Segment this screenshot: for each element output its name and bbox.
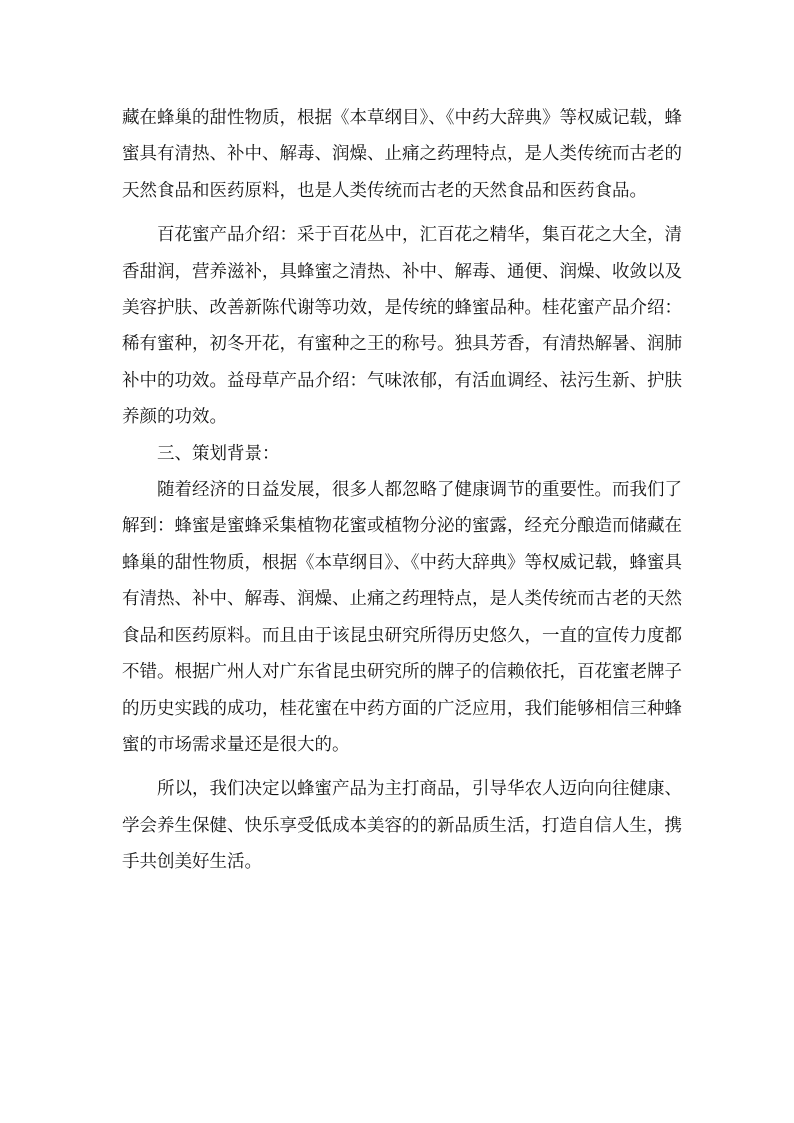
paragraph-intro-continuation: 藏在蜂巢的甜性物质，根据《本草纲目》、《中药大辞典》等权威记载，蜂蜜具有清热、补中、解毒、润燥、止痛之药理特点，是人类传统而古老的天然食品和医药原料，也是人类传统而古老的天然食品和医药食品。 [122,108,682,201]
section-heading-background: 三、策划背景： [157,443,280,464]
paragraph-product-intro: 百花蜜产品介绍：采于百花丛中，汇百花之精华，集百花之大全，清香甜润，营养滋补，具蜂蜜之清热、补中、解毒、通便、润燥、收敛以及美容护肤、改善新陈代谢等功效，是传统的蜂蜜品种。桂花蜜产品介绍：稀有蜜种，初冬开花，有蜜种之王的称号。独具芳香，有清热解暑、润肺补中的功效。益母草产品介绍：气味浓郁，有活血调经、祛污生新、护肤养颜的功效。 [122,225,682,428]
paragraph-spacer [122,209,682,217]
paragraph-background: 随着经济的日益发展，很多人都忽略了健康调节的重要性。而我们了解到：蜂蜜是蜜蜂采集植物花蜜或植物分泌的蜜露，经充分酿造而储藏在蜂巢的甜性物质，根据《本草纲目》、《中药大辞典》等权威记载，蜂蜜具有清热、补中、解毒、润燥、止痛之药理特点，是人类传统而古老的天然食品和医药原料。而且由于该昆虫研究所得历史悠久，一直的宣传力度都不错。根据广州人对广东省昆虫研究所的牌子的信赖依托，百花蜜老牌子的历史实践的成功，桂花蜜在中药方面的广泛应用，我们能够相信三种蜂蜜的市场需求量还是很大的。 [122,480,682,755]
document-body [122,100,682,881]
paragraph-spacer [122,763,682,771]
paragraph-conclusion: 所以，我们决定以蜂蜜产品为主打商品，引导华农人迈向向往健康、学会养生保健、快乐享受低成本美容的的新品质生活，打造自信人生，携手共创美好生活。 [122,779,682,873]
